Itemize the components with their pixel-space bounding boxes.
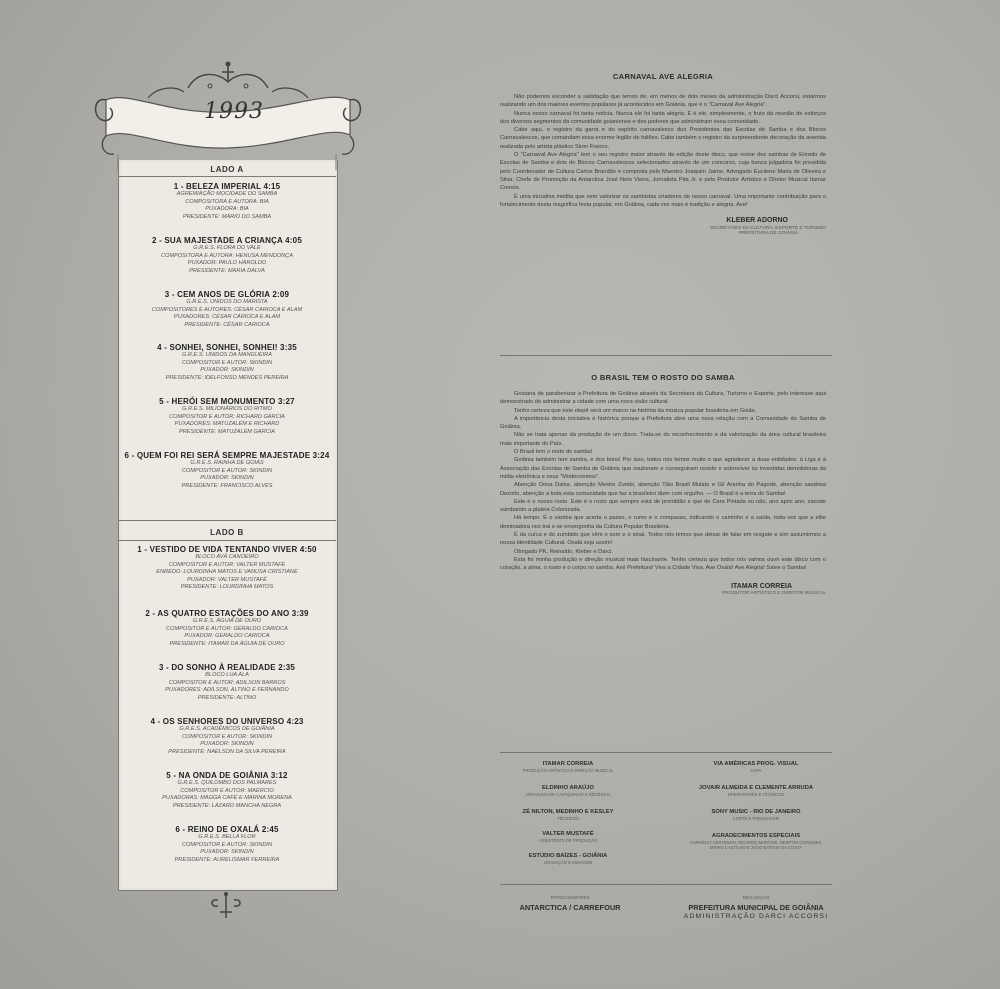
paragraph: Este é o nosso rosto. Este é o rosto que sempre está de prontidão e que de Cara Pintada ou não, ano após ano, sacode sambando a plateia Colonizada. <box>500 498 826 514</box>
track-credit: COMPOSITORA E AUTORA: BIA <box>185 198 269 205</box>
track-credit: BLOCO AVÁ CANOEIRO <box>195 554 259 560</box>
track-credit: PUXADOR: SKINDIN <box>200 367 254 374</box>
paragraph: Não se trata apenas da produção de um disco. Trata-se do reconhecimento e da valorização da área cultural brasileira mais importante do País. <box>500 432 826 447</box>
track-credit: PRESIDENTE: CÉSAR CARIOCA <box>184 321 270 328</box>
side-b-label: LADO B <box>210 528 244 537</box>
track-entry <box>118 237 336 275</box>
credit-role: CORNÉLIO VESTEMAN, RICARDO MARTINS, NEWTON OLIRQUES, MÁRIO CASTILHO E JOÃO BATISTA DA COSTA <box>689 840 823 850</box>
track-credit: PUXADORES: CÉSAR CARIOCA E ALAM <box>173 314 281 321</box>
track-entry <box>118 826 336 864</box>
paragraph: Obrigado PK, Reinaldo, Kleber e Darci. <box>514 548 613 555</box>
track-credit: G.R.E.S. UNIDOS DO MARISTA <box>186 299 268 305</box>
signature-name: ITAMAR CORREIA <box>731 582 792 590</box>
track-credit: ENREDO: LOURDINHA MATOS E VANUSA CRISTIANE <box>156 569 298 576</box>
credit-name: VALTER MUSTAFÉ <box>542 831 594 837</box>
track-credit: G.R.E.S. UNIDOS DA MANGUEIRA <box>182 352 272 358</box>
track-credit: PRESIDENTE: IDELFONSO MENDES PEREIRA <box>165 374 289 381</box>
paragraph: Goiânia também tem samba, e dos bons! Por isso, todos nós temos muito o que agradecer a duas entidades: à Liga e à Associação das Escolas de Samba de Goiânia que souberam e conseguiram resistir e sobreviver às investidas demolidoras da mídia eletrônica e seus "Modernismos". <box>500 457 826 480</box>
track-title: 3 - DO SONHO À REALIDADE 2:35 <box>158 663 296 672</box>
track-title: 5 - NA ONDA DE GOIÂNIA 3:12 <box>166 771 288 780</box>
track-credit: PRESIDENTE: LOURDINHA MATOS <box>180 584 274 591</box>
signature-role: PRODUTOR ARTÍSTICO E DIRETOR MUSICAL <box>722 590 826 596</box>
credit-role: CORTE E PRENSAGEM <box>732 816 780 821</box>
track-entry <box>118 452 336 490</box>
track-credit: PUXADOR: SKINDIN <box>200 741 254 748</box>
paragraph: Esta foi minha produção e direção musical mais fascinante. Tenho certeza que todos nós vamos ouvir este disco com o coração, a alma, o rosto e o corpo no samba. Axé Prefeitura! Viva a Cidade Viva. Ave Oxalá! Ave Alegria! Salve o Samba! <box>500 556 826 572</box>
track-credit: COMPOSITOR E AUTOR: ADILSON BARROS <box>168 679 286 686</box>
track-credit: PUXADORAS: MAGGA CAFÉ E MARINA MORENA <box>162 795 292 802</box>
track-credit: PUXADORA: BIA <box>205 206 249 213</box>
paragraph: É uma iniciativa inédita que vem valorizar os sambistas criadores de nosso carnaval. Uma importante contribuição para o fortalecimento desta magnífica festa popular, em Goiânia, cada vez mais é tradição e alegria. Ave! <box>500 193 826 208</box>
article-brasil <box>500 373 826 596</box>
track-title: 1 - VESTIDO DE VIDA TENTANDO VIVER 4:50 <box>137 545 317 554</box>
track-credit: G.R.E.S. FLORA DO VALE <box>193 245 261 251</box>
sponsors-label: PATROCINADORES <box>550 895 590 900</box>
track-credit: PUXADORES: MATUZALÉM E RICHARD <box>174 421 280 428</box>
credit-name: JOVAIR ALMEIDA E CLEMENTE ARRUDA <box>698 785 814 791</box>
credit-name: SONY MUSIC - RIO DE JANEIRO <box>711 809 801 815</box>
track-title: 2 - SUA MAJESTADE A CRIANÇA 4:05 <box>152 236 302 245</box>
article-body <box>500 93 826 209</box>
paragraph: O "Carnaval Ave Alegria" tem o seu registro maior através da edição deste disco, que reúne dez sambas de Enredo de Escolas de Samba e dois de Blocos Carnavalescos selecionados através de um concurso, cuja banca julgadora foi presidida pelo Coordenador de Cultura Carlos Brandão e composta pelo Maestro Joaquim Jaime, Advogado Eucilene Maria de Oliveira e Silva, Chefe de Promoção da Antarctica José Neto Vieira, Jornalista Pita Jr. e pelo Produtor Artístico e Diretor Musical Itamar Correia. <box>500 152 826 192</box>
track-credit: COMPOSITORA E AUTORA: HENUSA MENDONÇA <box>161 252 293 259</box>
track-credit: PRESIDENTE: AURELISMAR FERREIRA <box>174 856 280 863</box>
track-title: 6 - REINO DE OXALÁ 2:45 <box>175 825 279 834</box>
producer-name: PREFEITURA MUNICIPAL DE GOIÂNIA <box>688 903 824 912</box>
track-credit: PUXADOR: VALTER MUSTAFÉ <box>187 576 267 583</box>
track-credit: PRESIDENTE: NAELSON DA SILVA PEREIRA <box>168 748 286 755</box>
track-credit: G.R.E.S. MILIONÁRIOS DO RITMO <box>182 406 272 412</box>
divider <box>118 520 336 521</box>
track-credit: COMPOSITOR E AUTOR: SKINDIN <box>181 467 273 474</box>
divider <box>118 176 336 177</box>
paragraph: Cabe aqui, o registro da garra e do espírito carnavalesco dos Presidentes das Escolas de Samba e dos Blocos Carnavalescos, que comandam essa enorme legião de foliões. Cabe também o registro da surpreendente decoração da avenida realizada pelo artista plástico Siron Franco. <box>500 127 826 150</box>
track-credit: PUXADOR: GERALDO CARIOCA <box>184 633 270 640</box>
track-entry <box>118 291 336 329</box>
release-year: 1993 <box>204 99 264 124</box>
track-credit: PUXADOR: PAULO HAROLDO <box>187 260 267 267</box>
paragraph: Nunca nosso carnaval foi tanta notícia. Nunca ele foi tanta alegria. E é ele, simplesmente, o fruto da reunião de esforços dos diversos segmentos da comunidade goianiense e dos poderes que administram essa comunidade. <box>500 110 826 125</box>
track-credit: COMPOSITOR E AUTOR: MAÉRCIO <box>180 787 274 794</box>
side-a-label: LADO A <box>210 165 244 174</box>
track-entry <box>118 398 336 436</box>
credit-entry <box>498 853 638 865</box>
article-heading: O BRASIL TEM O ROSTO DO SAMBA <box>591 373 735 382</box>
signature-name: KLEBER ADORNO <box>726 217 788 225</box>
track-entry <box>118 772 336 810</box>
track-credit: PUXADORES: ADILSON, ALTINO E FERNANDO <box>165 687 289 694</box>
track-credit: G.R.E.S. ÁGUIA DE OURO <box>192 618 262 624</box>
track-entry <box>118 718 336 756</box>
track-credit: COMPOSITOR E AUTOR: SKINDIN <box>181 359 273 366</box>
credit-role: GRAVAÇÃO E MIXAGEM <box>543 860 592 865</box>
credit-role: CAPA <box>750 768 762 773</box>
track-title: 4 - SONHEI, SONHEI, SONHEI! 3:35 <box>157 343 297 352</box>
track-credit: G.R.E.S. QUILOMBO DOS PALMARES <box>177 780 277 786</box>
track-credit: PRESIDENTE: MÁRIO DO SAMBA <box>182 213 272 220</box>
track-credit: G.R.E.S. ACADÊMICOS DE GOIÂNIA <box>179 726 275 732</box>
signature-role: SECRETÁRIO DA CULTURA, ESPORTE E TURISMO <box>710 226 826 232</box>
track-credit: PRESIDENTE: LÁZARO MANCHA NEGRA <box>172 802 282 809</box>
credit-entry <box>686 761 826 773</box>
credit-entry <box>686 785 826 797</box>
credit-name: ELDINHO ARAÚJO <box>542 785 594 791</box>
paragraph: Gostaria de parabenizar a Prefeitura de Goiânia através da Secretaria da Cultura, Turismo e Esporte, pelo interesse aqui demonstrado de administrar a cidade com uma nova visão cultural. <box>500 391 826 406</box>
track-credit: PRESIDENTE: ITAMAR DA ÁGUIA DE OURO <box>169 640 285 647</box>
track-title: 5 - HERÓI SEM MONUMENTO 3:27 <box>159 397 295 406</box>
article-body <box>500 390 826 573</box>
section-divider <box>500 752 832 753</box>
credit-name: VIA AMÉRICAS PROG. VISUAL <box>713 761 799 767</box>
credit-role: ARRANJOS DE CAVAQUINHO E REGÊNCIA <box>525 792 611 797</box>
credit-entry <box>686 809 826 821</box>
producer-label: REALIZAÇÃO <box>742 895 770 900</box>
track-credit: PRESIDENTE: MATUZALÉM GARCIA <box>179 428 275 435</box>
track-title: 2 - AS QUATRO ESTAÇÕES DO ANO 3:39 <box>145 609 309 618</box>
bottom-flourish-ornament <box>206 892 246 920</box>
track-entry <box>118 610 336 648</box>
paragraph: A importância desta iniciativa é histórica porque a Prefeitura abre uma nova relação com a Comunidade do Samba de Goiânia. <box>500 415 826 431</box>
producer-administration: ADMINISTRAÇÃO DARCI ACCORSI <box>683 913 829 920</box>
paragraph: O Brasil tem o rosto do samba! <box>514 449 593 456</box>
credit-entry <box>686 833 826 850</box>
credit-entry <box>498 831 638 843</box>
track-title: 6 - QUEM FOI REI SERÁ SEMPRE MAJESTADE 3:24 <box>124 451 330 460</box>
credit-name: ITAMAR CORREIA <box>542 761 594 767</box>
credit-entry <box>498 761 638 773</box>
track-entry <box>118 664 336 702</box>
track-title: 1 - BELEZA IMPERIAL 4:15 <box>173 182 281 191</box>
track-credit: PUXADOR: SKINDIN <box>200 475 254 482</box>
track-credit: G.R.E.S. BELLA FLOR <box>198 834 256 840</box>
track-credit: COMPOSITORES E AUTORES: CÉSAR CARIOCA E ALAM <box>151 306 303 313</box>
credit-role: OPERADORES E TÉCNICOS <box>727 792 785 797</box>
section-divider <box>500 355 832 356</box>
track-credit: BLOCO LUA ALA <box>205 672 249 678</box>
track-credit: COMPOSITOR E AUTOR: VALTER MUSTAFÉ <box>168 561 286 568</box>
divider <box>118 540 336 541</box>
paragraph: É da cuíca e do zumbido que vêm o som e o sinal. Todos nós temos que deixar de falar em resgate e sim assumirmos a nossa identidade Cultural. Oxalá seja assim! <box>500 532 826 547</box>
track-title: 3 - CEM ANOS DE GLÓRIA 2:09 <box>164 290 290 299</box>
track-entry <box>118 183 336 221</box>
track-credit: PRESIDENTE: MARIA DALVA <box>189 267 265 274</box>
credit-name: ZÉ NILTON, MEDINHO E KESLEY <box>522 809 614 815</box>
credit-name: AGRADECIMENTOS ESPECIAIS <box>711 833 801 839</box>
track-credit: PRESIDENTE: ALTINO <box>197 694 257 701</box>
track-entry <box>118 344 336 382</box>
track-entry <box>118 546 336 592</box>
paragraph: Abenção Dona Dalva, abenção Mestre Zumbi, abenção Tião Brasil Mulato e Gil Aranha do Pagode, abenção saudosa Dezoito, abenção a toda esta comunidade que faz a brasileiro dizer com orgulho. — O Brasil é a terra do Samba! <box>500 482 826 497</box>
sponsors: ANTARCTICA / CARREFOUR <box>519 903 621 912</box>
section-divider <box>500 884 832 885</box>
track-credit: PRESIDENTE: FRANCISCO ALVES <box>181 482 273 489</box>
credit-entry <box>498 785 638 797</box>
track-credit: G.R.E.S. RAINHA DE GOIÁS <box>190 460 264 466</box>
article-heading: CARNAVAL AVE ALEGRIA <box>612 72 714 81</box>
track-credit: COMPOSITOR E AUTOR: SKINDIN <box>181 841 273 848</box>
credit-role: PRODUÇÃO ARTÍSTICA E DIREÇÃO MUSICAL <box>522 768 614 773</box>
track-credit: COMPOSITOR E AUTOR: GERALDO CARIOCA <box>166 625 288 632</box>
track-credit: COMPOSITOR E AUTOR: SKINDIN <box>181 733 273 740</box>
track-credit: AGREMIAÇÃO MOCIDADE DO SAMBA <box>176 191 278 197</box>
article-carnaval <box>500 72 826 236</box>
track-credit: COMPOSITOR E AUTOR: RICHARD GARCIA <box>169 413 285 420</box>
track-title: 4 - OS SENHORES DO UNIVERSO 4:23 <box>150 717 304 726</box>
paragraph: Não podemos esconder a satisfação que temos de, em menos de dois meses da administração Darci Accorsi, estarmos realizando um dos maiores eventos populares já acontecidos em Goiânia, que é o "Carnaval Ave Alegria". <box>500 94 826 109</box>
credit-role: TÉCNICOS <box>557 816 579 821</box>
signature-role: PREFEITURA DE GOIÂNIA <box>738 231 798 237</box>
credit-role: ASSISTENTE DE PRODUÇÃO <box>538 838 598 843</box>
credit-name: ESTÚDIO BAÍZES - GOIÂNIA <box>528 853 608 859</box>
credit-entry <box>498 809 638 821</box>
paragraph: Há tempo. É o samba que acerta o passo, o rumo e o compasso, indicando o caminho e a saída, toda vez que a elite dominadora nos trai e se envergonha da Cultura Popular Brasileira. <box>500 515 826 530</box>
paragraph: Tenho certeza que este elepê será um marco na história da música popular brasileira em Goiás. <box>514 407 757 414</box>
track-credit: PUXADOR: SKINDIN <box>200 849 254 856</box>
